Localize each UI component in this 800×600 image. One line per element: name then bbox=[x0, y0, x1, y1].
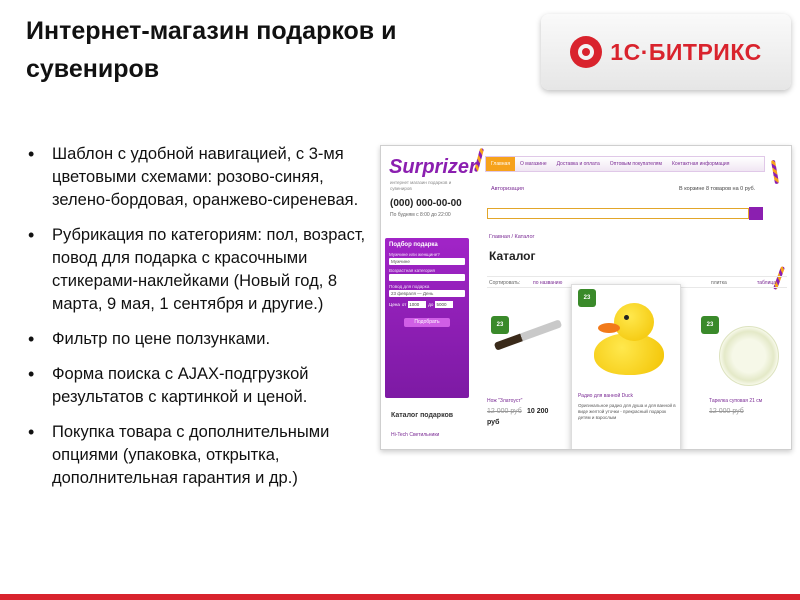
nav-item-contacts: Контактная информация bbox=[671, 161, 730, 167]
duck-image-beak bbox=[598, 323, 620, 333]
filter-select: Мужчине bbox=[389, 258, 465, 265]
feature-item: • Рубрикация по категориям: пол, возраст, повод для подарка с красочными стикерами-наклейками (Новый год, 8 марта, 9 мая, 1 сентября и другие.) bbox=[26, 224, 376, 316]
bitrix-logo bbox=[541, 14, 791, 90]
shop-phone: (000) 000-00-00 bbox=[390, 198, 462, 209]
price-label: Цена bbox=[389, 302, 400, 307]
shop-search-button bbox=[749, 207, 763, 220]
auth-link: Авторизация bbox=[491, 186, 524, 192]
price-to: 5000 bbox=[435, 301, 453, 308]
footer-accent-bar bbox=[0, 594, 800, 600]
feature-item: • Покупка товара с дополнительными опциями (упаковка, открытка, дополнительная гарантия и др.) bbox=[26, 421, 376, 490]
bitrix-logo-text: 1С·БИТРИКС bbox=[610, 38, 762, 65]
nav-item-wholesale: Оптовым покупателям bbox=[609, 161, 662, 167]
price-from: 1000 bbox=[408, 301, 426, 308]
filter-select bbox=[389, 274, 465, 281]
nav-item-delivery: Доставка и оплата bbox=[556, 161, 600, 167]
shop-search-input bbox=[487, 208, 749, 219]
duck-image-eye bbox=[624, 315, 629, 320]
filter-select: 23 февраля — День bbox=[389, 290, 465, 297]
price-to-label: до bbox=[428, 302, 434, 307]
shop-tagline: интернет магазин подарков и сувениров bbox=[390, 180, 452, 191]
nav-item-home: Главная bbox=[486, 157, 515, 171]
feature-item: • Фильтр по цене ползунками. bbox=[26, 328, 376, 351]
filter-title: Подбор подарка bbox=[389, 242, 438, 248]
sidebar-link: Hi-Tech Светильники bbox=[391, 432, 440, 438]
filter-label: Возрастная категория bbox=[389, 268, 435, 273]
catalog-heading: Каталог bbox=[489, 249, 536, 263]
filter-submit-button: Подобрать bbox=[404, 318, 450, 327]
feature-list bbox=[26, 143, 376, 502]
product-name: Тарелка суповая 21 см bbox=[709, 398, 763, 404]
filter-label: Мужчине или женщине? bbox=[389, 252, 440, 257]
shop-nav bbox=[485, 156, 765, 172]
sticker-badge: 23 bbox=[701, 316, 719, 334]
cart-info: В корзине 8 товаров на 0 руб. bbox=[679, 186, 756, 192]
feature-item: • Форма поиска с AJAX-подгрузкой результатов с картинкой и ценой. bbox=[26, 363, 376, 409]
nav-item-about: О магазине bbox=[520, 161, 547, 167]
product-old-price: 12 000 руб bbox=[709, 408, 744, 415]
popup-product-desc: Оригинальное радио для душа и для ванной в виде желтой уточки - прекрасный подарок детям и взрослым bbox=[578, 403, 676, 420]
view-grid: плитка bbox=[711, 280, 727, 286]
shop-brand: Surprizer bbox=[389, 156, 477, 178]
product-currency: руб bbox=[487, 419, 500, 426]
popup-product-link: Радио для ванной Duck bbox=[578, 393, 634, 399]
sort-value: по названию bbox=[533, 280, 563, 286]
gift-filter-panel bbox=[385, 238, 469, 398]
sort-label: Сортировать: bbox=[489, 280, 521, 286]
feature-item: • Шаблон с удобной навигацией, с 3-мя цветовыми схемами: розово-синяя, зелено-бордовая, оранжево-сиреневая. bbox=[26, 143, 376, 212]
plate-image bbox=[719, 326, 779, 386]
product-popup bbox=[571, 284, 681, 450]
ribbon-decoration bbox=[771, 160, 779, 184]
bitrix-logo-icon bbox=[570, 36, 602, 68]
slide-title: Интернет-магазин подарков и сувениров bbox=[26, 17, 397, 83]
product-price: 10 200 bbox=[527, 408, 549, 415]
price-range bbox=[389, 301, 465, 308]
filter-label: Повод для подарка bbox=[389, 284, 430, 289]
sidebar-heading: Каталог подарков bbox=[391, 412, 454, 419]
product-name: Нож "Златоуст" bbox=[487, 398, 523, 404]
duck-image-head bbox=[614, 303, 654, 341]
price-from-label: от bbox=[401, 302, 407, 307]
view-table: таблица bbox=[757, 280, 777, 286]
shop-screenshot bbox=[380, 145, 792, 450]
sticker-badge: 23 bbox=[491, 316, 509, 334]
sticker-badge: 23 bbox=[578, 289, 596, 307]
product-old-price: 12 000 руб bbox=[487, 408, 522, 415]
shop-hours: По будням с 8:00 до 22:00 bbox=[390, 212, 451, 218]
breadcrumb: Главная / Каталог bbox=[489, 234, 535, 240]
